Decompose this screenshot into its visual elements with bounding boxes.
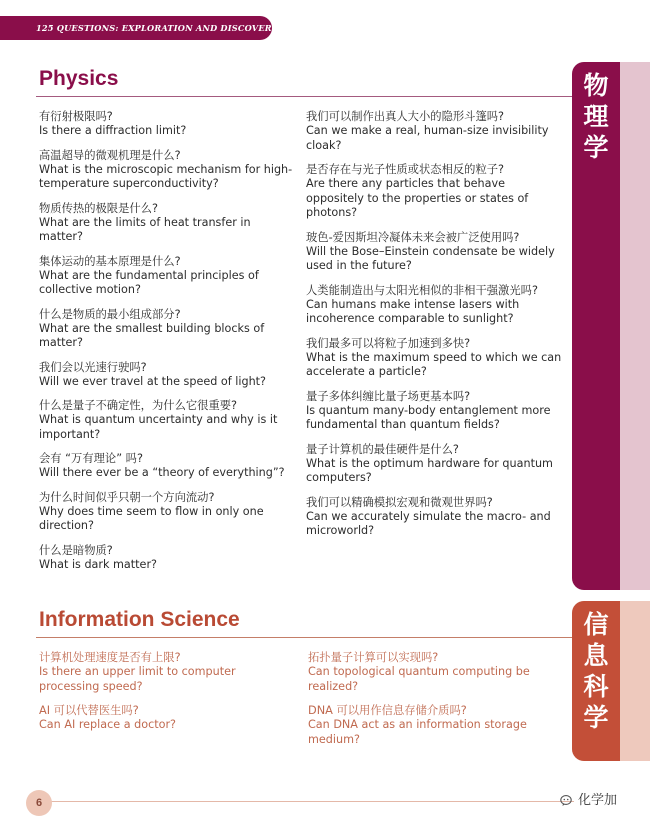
physics-divider (36, 96, 572, 97)
question-en: Will there ever be a “theory of everything”? (39, 466, 285, 479)
question-zh: DNA 可以用作信息存储介质吗? (308, 704, 467, 717)
question-en: Why does time seem to flow in only one direction? (39, 504, 264, 532)
watermark-text: 化学加 (578, 793, 618, 808)
question-item (39, 254, 297, 298)
question-item (306, 283, 564, 327)
question-zh: 有衍射极限吗? (39, 110, 113, 123)
question-en: Can DNA act as an information storage medium? (308, 718, 527, 746)
question-item (39, 360, 297, 390)
physics-right-column (306, 109, 564, 548)
physics-section-title: Physics (39, 67, 119, 90)
question-zh: 会有 “万有理论” 吗? (39, 452, 143, 465)
physics-side-tab (572, 62, 620, 590)
question-en: Can topological quantum computing be realized? (308, 665, 530, 693)
question-item (39, 148, 297, 192)
information-science-tab-label: 信 息 科 学 (583, 610, 609, 732)
question-item (306, 336, 564, 380)
question-en: Can we make a real, human-size invisibility cloak? (306, 124, 549, 152)
question-en: What are the smallest building blocks of matter? (39, 321, 265, 349)
question-item (306, 230, 564, 274)
question-zh: 为什么时间似乎只朝一个方向流动? (39, 490, 215, 504)
question-zh: 量子多体纠缠比量子场更基本吗? (306, 389, 471, 403)
information-science-section-title: Information Science (39, 608, 240, 631)
question-item (39, 650, 297, 694)
question-zh: 我们可以制作出真人大小的隐形斗篷吗? (306, 110, 505, 123)
question-zh: 物质传热的极限是什么? (39, 201, 158, 215)
question-item (39, 490, 297, 534)
question-zh: 什么是暗物质? (39, 543, 113, 557)
question-en: Is quantum many-body entanglement more fundamental than quantum fields? (306, 403, 551, 431)
question-en: Will the Bose–Einstein condensate be widely used in the future? (306, 244, 555, 272)
question-zh: 什么是物质的最小组成部分? (39, 307, 181, 321)
question-item (39, 201, 297, 245)
question-item (39, 451, 297, 481)
physics-left-column (39, 109, 297, 581)
question-en: What are the limits of heat transfer in matter? (39, 215, 251, 243)
question-zh: AI 可以代替医生吗? (39, 704, 139, 717)
question-en: Can we accurately simulate the macro- and microworld? (306, 509, 551, 537)
question-item (306, 109, 564, 153)
question-zh: 我们最多可以将粒子加速到多快? (306, 336, 471, 350)
question-en: Are there any particles that behave oppositely to the properties or states of photons? (306, 177, 529, 219)
question-item (39, 307, 297, 351)
question-zh: 我们可以精确模拟宏观和微观世界吗? (306, 495, 493, 509)
header-banner: 125 QUESTIONS: EXPLORATION AND DISCOVERY (0, 16, 272, 40)
question-en: What is the microscopic mechanism for high-temperature superconductivity? (39, 162, 293, 190)
question-zh: 高温超导的微观机理是什么? (39, 148, 181, 162)
information-science-divider (36, 637, 572, 638)
footer-divider (44, 801, 574, 802)
question-item (308, 650, 564, 694)
question-zh: 什么是量子不确定性，为什么它很重要? (39, 399, 238, 412)
info-right-column (308, 650, 564, 756)
question-en: What is the maximum speed to which we can accelerate a particle? (306, 350, 562, 378)
question-zh: 计算机处理速度是否有上限? (39, 651, 181, 664)
question-item (308, 703, 564, 747)
question-zh: 我们会以光速行驶吗? (39, 360, 147, 374)
question-en: Can humans make intense lasers with incoherence comparable to sunlight? (306, 297, 520, 325)
question-en: Will we ever travel at the speed of light? (39, 374, 266, 388)
question-item (39, 543, 297, 573)
question-item (306, 495, 564, 539)
question-zh: 是否存在与光子性质或状态相反的粒子? (306, 163, 505, 176)
question-zh: 量子计算机的最佳硬件是什么? (306, 442, 459, 456)
question-en: What is quantum uncertainty and why is it important? (39, 413, 278, 441)
question-item (306, 389, 564, 433)
question-zh: 拓扑量子计算可以实现吗? (308, 651, 439, 664)
question-en: Can AI replace a doctor? (39, 718, 176, 731)
question-item (39, 109, 297, 139)
question-en: What is the optimum hardware for quantum computers? (306, 456, 553, 484)
question-zh: 玻色-爱因斯坦冷凝体未来会被广泛使用吗? (306, 230, 520, 244)
physics-tab-label: 物 理 学 (583, 71, 609, 162)
question-item (306, 162, 564, 221)
page-number: 6 (26, 790, 52, 816)
wechat-icon (560, 794, 574, 808)
question-en: What is dark matter? (39, 557, 157, 571)
info-left-column (39, 650, 297, 742)
question-item (39, 703, 297, 733)
watermark (560, 790, 648, 812)
question-item (306, 442, 564, 486)
question-en: Is there a diffraction limit? (39, 124, 187, 137)
question-en: Is there an upper limit to computer processing speed? (39, 665, 236, 693)
question-en: What are the fundamental principles of collective motion? (39, 268, 259, 296)
question-item (39, 398, 297, 442)
question-zh: 集体运动的基本原理是什么? (39, 254, 181, 268)
information-science-side-tab (572, 601, 620, 761)
question-zh: 人类能制造出与太阳光相似的非相干强激光吗? (306, 283, 538, 297)
